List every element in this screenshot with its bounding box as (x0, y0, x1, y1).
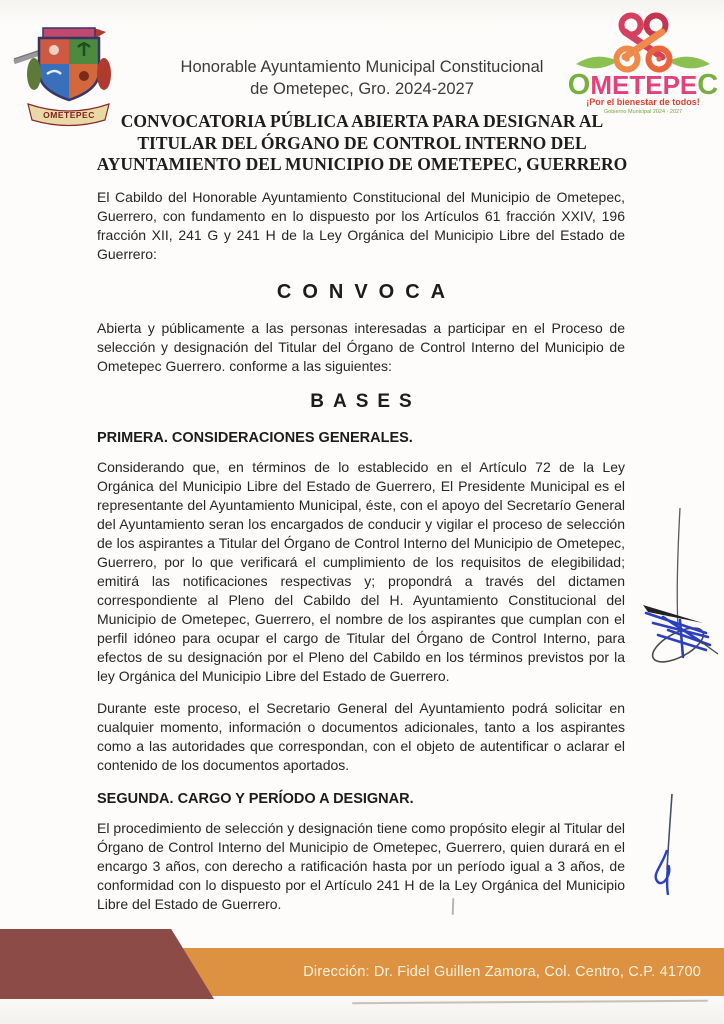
knot-icon (617, 16, 670, 70)
header-org-title (160, 56, 564, 100)
footer-address: Dirección: Dr. Fidel Guillen Zamora, Col. Centro, C.P. 41700 (303, 964, 701, 980)
pen-stroke-mark (642, 792, 690, 916)
brand-letters-mid: METEPE (590, 70, 698, 100)
paragraph-open-call: Abierta y públicamente a las personas interesadas a participar en el Proceso de selección y designación del Titular del Órgano de Control Interno del Municipio de Ometepec Guerrero. conforme a las siguientes: (97, 320, 625, 374)
scan-artifact-line (352, 1000, 708, 1004)
page-title (50, 111, 674, 176)
paragraph-designation: El procedimiento de selección y designación tiene como propósito elegir al Titular del Órgano de Control Interno del Municipio de Ometepec, Guerrero, quien durará en el encargo 3 años, con derecho a ratificación hasta por un período igual a 3 años, de conformidad con lo dispuesto por el Artículo 241 H de la Ley Orgánica del Municipio Libre del Estado de Guerrero. (97, 820, 625, 912)
brand-tagline: ¡Por el bienestar de todos! (586, 97, 700, 107)
section-heading-primera: PRIMERA. CONSIDERACIONES GENERALES. (97, 430, 413, 446)
document-body (97, 188, 625, 914)
section-heading-segunda: SEGUNDA. CARGO Y PERÍODO A DESIGNAR. (97, 791, 414, 807)
leaf-right-icon (668, 57, 710, 69)
heading-bases: BASES (310, 391, 421, 412)
title-line-2: TITULAR DEL ÓRGANO DE CONTROL INTERNO DEL (137, 132, 587, 153)
brand-letter-o: O (568, 69, 591, 101)
crest-banner-text: OMETEPEC (43, 110, 95, 120)
footer-banner (128, 948, 724, 996)
paragraph-considerations: Considerando que, en términos de lo establecido en el Artículo 72 de la Ley Orgánica del Municipio Libre del Estado de Guerrero, El Presidente Municipal es el representante del Ayuntamiento Municipal, éste, con el apoyo del Secretarío General del Ayuntamiento seran los encargados de conducir y vigilar el proceso de selección de los aspirantes a Titular del Órgano de Control Interno del Municipio de Ometepec, Guerrero, por lo que verificará el cumplimiento de los requisitos de elegibilidad; emitirá las notificaciones respectivas y; propondrá a través del dictamen correspondiente al Pleno del Cabildo del H. Ayuntamiento Constitucional del Municipio de Ometepec, Guerrero, el nombre de los aspirantes que cumplan con el perfil idóneo para ocupar el cargo de Titular del Órgano de Control Interno, para efectos de su designación por el Pleno del Cabildo en los términos previstos por la ley Orgánica del Municipio Libre del Estado de Guerrero. (97, 459, 625, 684)
paragraph-process: Durante este proceso, el Secretario General del Ayuntamiento podrá solicitar en cualquier momento, información o documentos adicionales, tanto a los aspirantes como a las autoridades que correspondan, con el objeto de autentificar o aclarar el contenido de los documentos aportados. (97, 700, 625, 773)
leaf-left-icon (576, 57, 618, 69)
brand-subline: Gobierno Municipal 2024 - 2027 (603, 109, 683, 115)
ometepec-brand-logo (568, 10, 718, 118)
signature-scribble (608, 505, 724, 677)
title-line-1: CONVOCATORIA PÚBLICA ABIERTA PARA DESIGNAR AL (120, 111, 604, 131)
brand-letter-c: C (697, 69, 718, 101)
org-line-1: Honorable Ayuntamiento Municipal Constitucional (180, 58, 544, 76)
org-line-2: de Ometepec, Gro. 2024-2027 (250, 80, 474, 98)
heading-convoca: CONVOCA (276, 281, 457, 303)
paragraph-intro: El Cabildo del Honorable Ayuntamiento Constitucional del Municipio de Ometepec, Guerrero, con fundamento en lo dispuesto por los Artículos 61 fracción XXIV, 196 fracción XII, 241 G y 241 H de la Ley Orgánica del Municipio Libre del Estado de Guerrero: (97, 189, 625, 262)
title-line-3: AYUNTAMIENTO DEL MUNICIPIO DE OMETEPEC, GUERRERO (96, 154, 628, 174)
footer-accent-shape (0, 929, 214, 999)
